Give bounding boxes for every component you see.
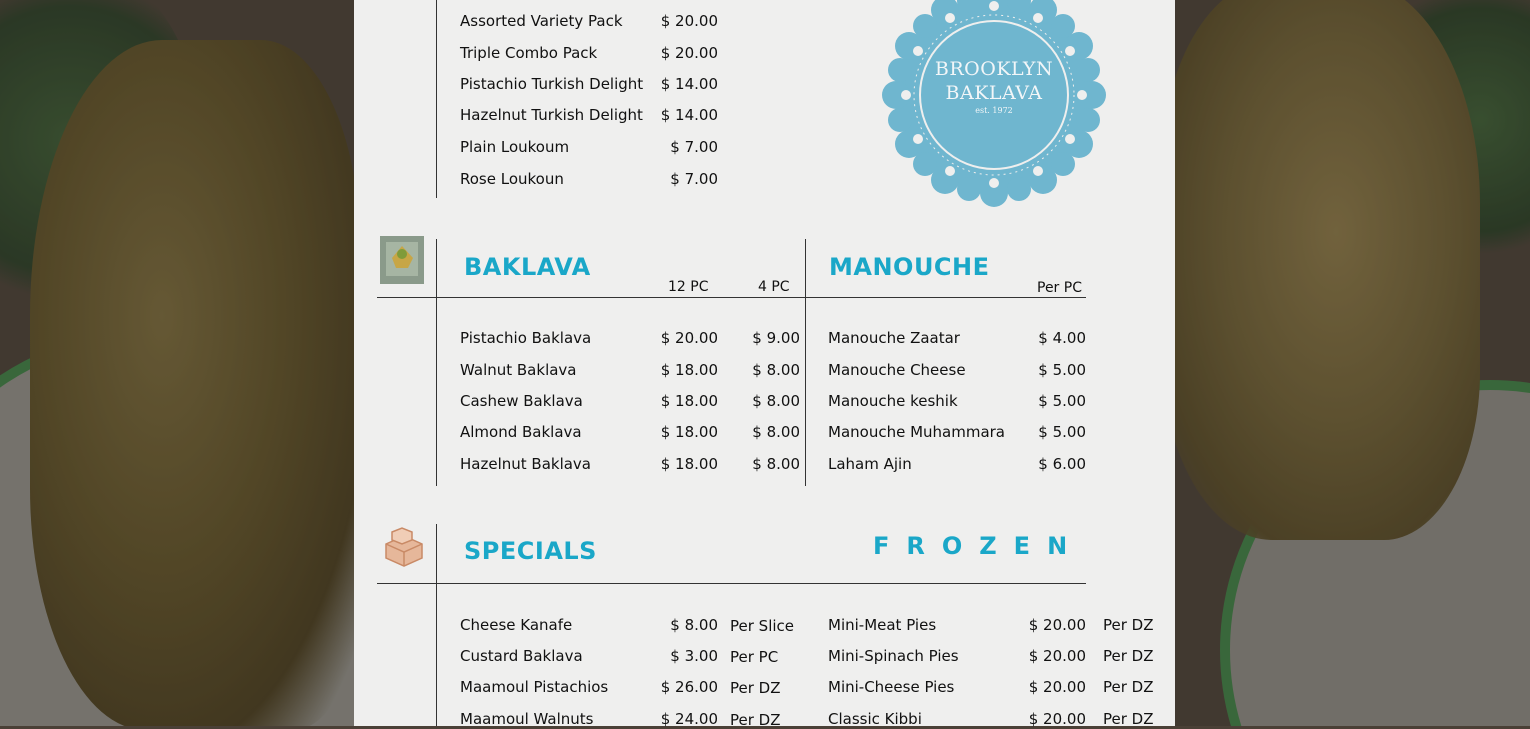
list-item-price: $ 8.00 [752, 455, 800, 473]
list-item-name: Plain Loukoum [460, 138, 570, 156]
list-item-price: $ 18.00 [660, 455, 718, 473]
list-item-price: $ 18.00 [660, 423, 718, 441]
logo-text: BROOKLYN [934, 58, 1054, 80]
list-item-unit: Per PC [730, 648, 779, 666]
list-item-price: $ 24.00 [660, 710, 718, 728]
list-item-price: $ 8.00 [752, 361, 800, 379]
brooklyn-baklava-logo [881, 0, 1107, 208]
list-item-name: Custard Baklava [460, 647, 583, 665]
column-header-per-pc: Per PC [1037, 280, 1082, 296]
list-item-price: $ 4.00 [1038, 329, 1086, 347]
list-item-name: Hazelnut Turkish Delight [460, 106, 643, 124]
logo-text: est. 1972 [975, 106, 1013, 115]
divider-vertical [436, 524, 437, 726]
list-item-unit: Per DZ [1103, 710, 1154, 728]
list-item-price: $ 20.00 [660, 44, 718, 62]
list-item-price: $ 3.00 [670, 647, 718, 665]
section-title-specials: SPECIALS [464, 537, 597, 565]
list-item-name: Manouche Cheese [828, 361, 966, 379]
list-item-price: $ 18.00 [660, 361, 718, 379]
list-item-price: $ 20.00 [1028, 616, 1086, 634]
list-item-name: Almond Baklava [460, 423, 582, 441]
list-item-price: $ 20.00 [660, 12, 718, 30]
divider-vertical [436, 0, 437, 198]
section-title-frozen: FROZEN [873, 532, 1085, 560]
logo-text: BAKLAVA [945, 82, 1043, 104]
list-item-price: $ 5.00 [1038, 423, 1086, 441]
list-item-name: Walnut Baklava [460, 361, 577, 379]
list-item-name: Rose Loukoun [460, 170, 564, 188]
list-item-unit: Per Slice [730, 617, 795, 635]
list-item-price: $ 7.00 [670, 138, 718, 156]
list-item-name: Manouche keshik [828, 392, 958, 410]
list-item-name: Manouche Muhammara [828, 423, 1005, 441]
list-item-unit: Per DZ [730, 711, 781, 729]
list-item-price: $ 20.00 [1028, 710, 1086, 728]
list-item-name: Pistachio Baklava [460, 329, 592, 347]
section-title-manouche: MANOUCHE [829, 253, 990, 281]
list-item-price: $ 5.00 [1038, 392, 1086, 410]
list-item-name: Triple Combo Pack [460, 44, 598, 62]
list-item-price: $ 9.00 [752, 329, 800, 347]
list-item-unit: Per DZ [730, 679, 781, 697]
list-item-name: Hazelnut Baklava [460, 455, 592, 473]
divider-vertical [805, 239, 806, 486]
divider-horizontal [377, 583, 1086, 584]
list-item-price: $ 20.00 [660, 329, 718, 347]
list-item-name: Classic Kibbi [828, 710, 922, 728]
list-item-name: Cashew Baklava [460, 392, 583, 410]
list-item-price: $ 14.00 [660, 106, 718, 124]
baklava-thumbnail-icon [380, 236, 424, 284]
menu-sheet [354, 0, 1175, 729]
list-item-unit: Per DZ [1103, 647, 1154, 665]
list-item-unit: Per DZ [1103, 616, 1154, 634]
divider-vertical [436, 239, 437, 486]
list-item-name: Mini-Spinach Pies [828, 647, 959, 665]
list-item-price: $ 5.00 [1038, 361, 1086, 379]
column-header-12pc: 12 PC [668, 279, 709, 295]
section-title-baklava: BAKLAVA [464, 253, 591, 281]
list-item-name: Cheese Kanafe [460, 616, 573, 634]
list-item-name: Manouche Zaatar [828, 329, 960, 347]
list-item-name: Assorted Variety Pack [460, 12, 623, 30]
specials-box-icon [382, 524, 426, 568]
list-item-name: Mini-Cheese Pies [828, 678, 955, 696]
list-item-name: Pistachio Turkish Delight [460, 75, 644, 93]
list-item-unit: Per DZ [1103, 678, 1154, 696]
list-item-price: $ 8.00 [752, 423, 800, 441]
list-item-price: $ 8.00 [752, 392, 800, 410]
list-item-price: $ 20.00 [1028, 647, 1086, 665]
list-item-price: $ 14.00 [660, 75, 718, 93]
list-item-name: Maamoul Pistachios [460, 678, 609, 696]
list-item-name: Maamoul Walnuts [460, 710, 594, 728]
list-item-name: Laham Ajin [828, 455, 912, 473]
list-item-price: $ 20.00 [1028, 678, 1086, 696]
list-item-price: $ 8.00 [670, 616, 718, 634]
list-item-name: Mini-Meat Pies [828, 616, 937, 634]
list-item-price: $ 6.00 [1038, 455, 1086, 473]
column-header-4pc: 4 PC [758, 279, 790, 295]
list-item-price: $ 7.00 [670, 170, 718, 188]
divider-horizontal [377, 297, 1086, 298]
list-item-price: $ 26.00 [660, 678, 718, 696]
lace-doily-icon [881, 0, 1107, 208]
list-item-price: $ 18.00 [660, 392, 718, 410]
